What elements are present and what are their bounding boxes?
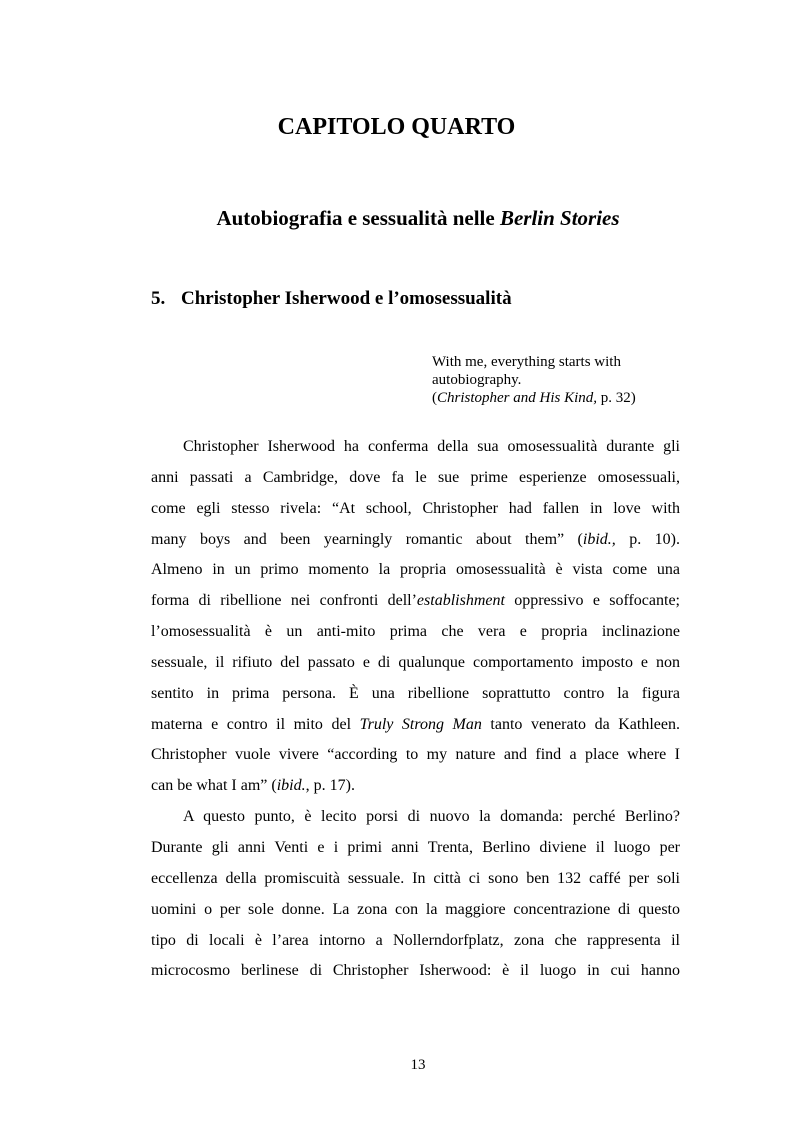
page-number: 13 [410, 1057, 426, 1073]
chapter-subtitle [0, 206, 793, 231]
text-line: come egli stesso rivela: “At school, Christopher had fallen in love with [151, 499, 680, 517]
subtitle-text: Autobiografia e sessualità nelle [216, 206, 500, 230]
text-line: sentito in prima persona. È una ribellione soprattutto contro la figura [151, 684, 680, 702]
text-line [151, 771, 680, 802]
text-run: can be what I am” ( [151, 777, 277, 795]
text-line: microcosmo berlinese di Christopher Isherwood: è il luogo in cui hanno [151, 962, 680, 980]
text-run: many boys and been yearningly romantic about them” ( [151, 530, 583, 548]
text-run: , p. 17). [305, 777, 355, 795]
term-italic: establishment [416, 592, 505, 610]
epigraph-line: With me, everything starts with [432, 354, 621, 370]
citation-italic: ibid. [276, 777, 306, 795]
text-run: materna e contro il mito del [151, 715, 360, 733]
text-line [151, 710, 680, 741]
text-line: anni passati a Cambridge, dove fa le sue prime esperienze omosessuali, [151, 468, 680, 486]
paragraph [151, 432, 680, 802]
epigraph-line: autobiography. [432, 372, 522, 388]
section-number: 5. [151, 288, 166, 309]
text-run: p. 10). [615, 530, 680, 548]
text-line: Christopher Isherwood ha conferma della sua omosessualità durante gli [183, 438, 680, 455]
subtitle-italic: Berlin Stories [499, 206, 620, 230]
section-title: Christopher Isherwood e l’omosessualità [181, 288, 512, 309]
text-run: tanto venerato da Kathleen. [481, 715, 680, 733]
text-line: sessuale, il rifiuto del passato e di qualunque comportamento imposto e non [151, 653, 680, 671]
citation-italic: ibid., [582, 530, 616, 548]
text-line: Durante gli anni Venti e i primi anni Trenta, Berlino diviene il luogo per [151, 838, 680, 856]
text-line: Almeno in un primo momento la propria omosessualità è vista come una [151, 561, 680, 579]
text-line: A questo punto, è lecito porsi di nuovo la domanda: perché Berlino? [183, 808, 680, 826]
epigraph [432, 353, 732, 407]
section-heading [151, 288, 512, 310]
epigraph-source-page: p. 32) [597, 390, 636, 406]
body-text [151, 432, 680, 987]
paragraph [151, 802, 680, 987]
text-line: tipo di locali è l’area intorno a Nollerndorfplatz, zona che rappresenta il [151, 931, 680, 949]
epigraph-source [432, 389, 732, 407]
text-run: forma di ribellione nei confronti dell’ [151, 592, 417, 610]
text-run: oppressivo e soffocante; [504, 592, 681, 610]
text-line: Christopher vuole vivere “according to my nature and find a place where I [151, 746, 680, 764]
text-line: l’omosessualità è un anti-mito prima che vera e propria inclinazione [151, 623, 680, 641]
epigraph-source-paren: ( [432, 390, 437, 406]
chapter-title: CAPITOLO QUARTO [277, 114, 516, 140]
text-line: eccellenza della promiscuità sessuale. In città ci sono ben 132 caffé per soli [151, 869, 680, 887]
text-line [151, 525, 680, 556]
text-line [151, 586, 680, 617]
text-line: uomini o per sole donne. La zona con la maggiore concentrazione di questo [151, 900, 680, 918]
term-italic: Truly Strong Man [359, 715, 482, 733]
epigraph-source-title: Christopher and His Kind, [437, 390, 598, 406]
